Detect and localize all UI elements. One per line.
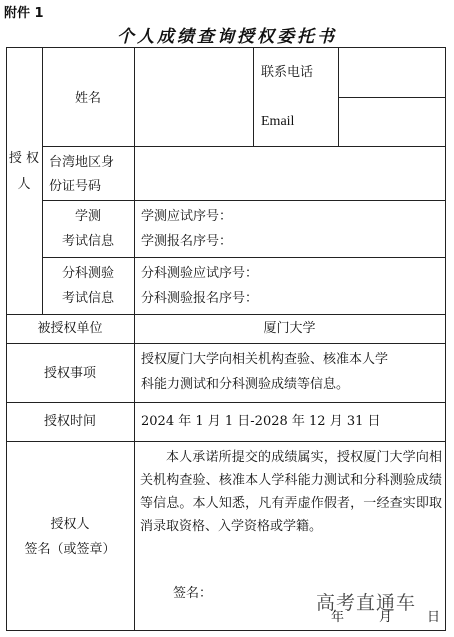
grantee-label: 被授权单位 bbox=[37, 321, 103, 336]
matters-line2: 科能力测试和分科测验成绩等信息。 bbox=[141, 377, 350, 392]
ast-exam-number[interactable]: 分科测验应试序号： bbox=[141, 266, 259, 281]
divider bbox=[6, 441, 446, 442]
date-day-label: 日 bbox=[427, 610, 441, 625]
ast-label-line2: 考试信息 bbox=[61, 291, 114, 306]
divider bbox=[6, 343, 446, 344]
ast-label-line1: 分科测验 bbox=[61, 266, 114, 281]
grantor-section-label: 授 权 人 bbox=[8, 151, 40, 192]
period-value: 2024 年 1 月 1 日-2028 年 12 月 31 日 bbox=[141, 414, 381, 429]
form-title: 个人成绩查询授权委托书 bbox=[117, 27, 337, 47]
grantee-value: 厦门大学 bbox=[263, 321, 316, 336]
table-border-bottom bbox=[6, 630, 446, 631]
tw-id-field[interactable] bbox=[135, 147, 444, 199]
signature-field[interactable] bbox=[215, 582, 305, 604]
divider bbox=[253, 47, 254, 146]
phone-field[interactable] bbox=[339, 48, 444, 96]
matters-label: 授权事项 bbox=[43, 366, 96, 381]
table-border-right bbox=[445, 47, 446, 630]
watermark: 高考直通车 bbox=[316, 592, 417, 614]
date-month-label: 月 bbox=[379, 610, 393, 625]
gsat-exam-number[interactable]: 学测应试序号： bbox=[141, 209, 233, 224]
matters-line1: 授权厦门大学向相关机构查验、核准本人学 bbox=[141, 352, 389, 367]
name-label: 姓名 bbox=[74, 91, 101, 106]
divider bbox=[6, 402, 446, 403]
tw-id-label-line2: 份证号码 bbox=[49, 179, 102, 194]
sign-label: 签名： bbox=[173, 586, 213, 601]
email-label: Email bbox=[261, 114, 295, 129]
date-year-label: 年 bbox=[331, 610, 345, 625]
email-field[interactable] bbox=[339, 98, 444, 145]
tw-id-label-line1: 台湾地区身 bbox=[49, 155, 115, 170]
ast-registration-number[interactable]: 分科测验报名序号： bbox=[141, 291, 259, 306]
signature-label-line1: 授权人 bbox=[50, 517, 90, 532]
divider bbox=[42, 257, 446, 258]
divider bbox=[42, 200, 446, 201]
attachment-label: 附件 1 bbox=[4, 6, 44, 21]
name-field[interactable] bbox=[135, 48, 252, 145]
commitment-statement: 本人承诺所提交的成绩属实，授权厦门大学向相关机构查验、核准本人学科能力测试和分科测验成绩等信息。本人知悉，凡有弄虚作假者，一经查实即取消录取资格、入学资格或学籍。 bbox=[140, 450, 442, 534]
divider bbox=[6, 314, 446, 315]
signature-label-line2: 签名（或签章） bbox=[24, 542, 116, 557]
gsat-registration-number[interactable]: 学测报名序号： bbox=[141, 234, 233, 249]
period-label: 授权时间 bbox=[43, 414, 96, 429]
gsat-label-line1: 学测 bbox=[74, 209, 101, 224]
gsat-label-line2: 考试信息 bbox=[61, 234, 114, 249]
phone-label: 联系电话 bbox=[261, 65, 314, 80]
